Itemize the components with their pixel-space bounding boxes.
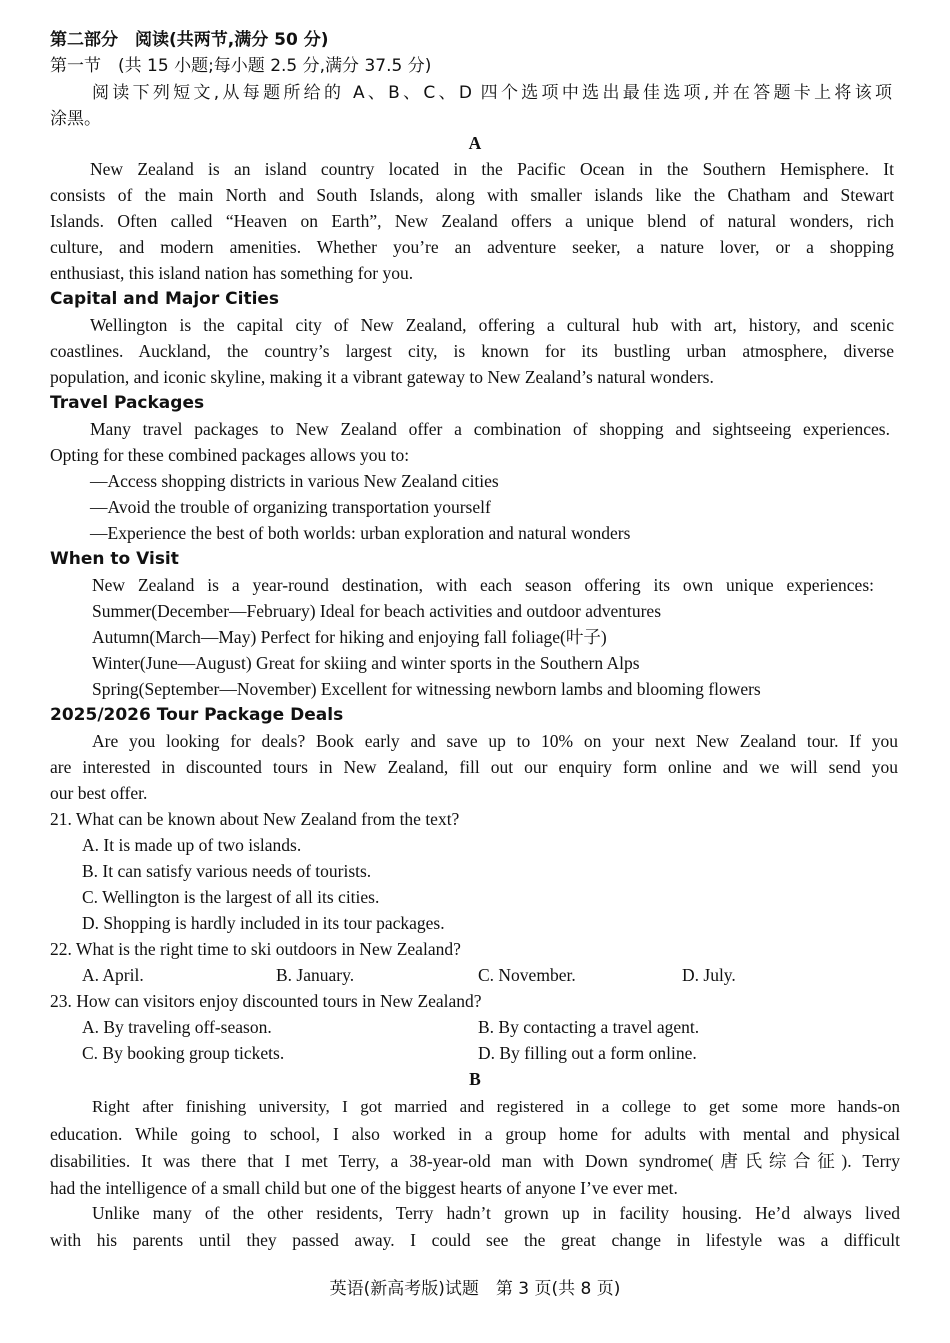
paragraph-line: Islands. Often called “Heaven on Earth”, New Zealand offers a unique blend of natural wonders, rich: [50, 211, 894, 231]
section-title: 第一节 (共 15 小题;每小题 2.5 分,满分 37.5 分): [50, 56, 432, 76]
question-stem: 23. How can visitors enjoy discounted tours in New Zealand?: [50, 991, 482, 1011]
answer-option: B. By contacting a travel agent.: [478, 1017, 700, 1037]
bullet-item: —Avoid the trouble of organizing transportation yourself: [90, 497, 491, 517]
answer-option: C. Wellington is the largest of all its cities.: [82, 887, 380, 907]
season-item: Summer(December—February) Ideal for beach activities and outdoor adventures: [92, 601, 662, 621]
page-footer: 英语(新高考版)试题 第 3 页(共 8 页): [329, 1279, 621, 1299]
paragraph-line: disabilities. It was there that I met Terry, a 38-year-old man with Down syndrome(唐氏综合征). Terry: [50, 1151, 900, 1171]
paragraph-line: New Zealand is an island country located in the Pacific Ocean in the Southern Hemisphere. It: [90, 159, 894, 179]
section-heading: Capital and Major Cities: [50, 289, 280, 309]
question-stem: 22. What is the right time to ski outdoors in New Zealand?: [50, 939, 461, 959]
paragraph-line: Right after finishing university, I got married and registered in a college to get some more hands-on: [92, 1097, 900, 1116]
answer-option: A. It is made up of two islands.: [82, 835, 302, 855]
paragraph-line: Many travel packages to New Zealand offer a combination of shopping and sightseeing experiences.: [90, 419, 890, 439]
paragraph-line: with his parents until they passed away. I could see the great change in lifestyle was a difficult: [50, 1230, 900, 1250]
answer-option: D. Shopping is hardly included in its tour packages.: [82, 913, 445, 933]
answer-option: C. November.: [478, 965, 576, 985]
answer-option: A. By traveling off-season.: [82, 1017, 272, 1037]
answer-option: C. By booking group tickets.: [82, 1043, 285, 1063]
answer-option: D. By filling out a form online.: [478, 1043, 697, 1063]
answer-option: D. July.: [682, 965, 736, 985]
paragraph-line: had the intelligence of a small child but one of the biggest hearts of anyone I’ve ever met.: [50, 1178, 678, 1198]
paragraph-line: are interested in discounted tours in New Zealand, fill out our enquiry form online and we will send you: [50, 757, 898, 777]
paragraph-line: education. While going to school, I also worked in a group home for adults with mental and physical: [50, 1124, 900, 1144]
paragraph-line: culture, and modern amenities. Whether you’re an adventure seeker, a nature lover, or a shopping: [50, 237, 894, 257]
part-title: 第二部分 阅读(共两节,满分 50 分): [50, 30, 329, 50]
passage-label: B: [469, 1069, 481, 1089]
paragraph-line: New Zealand is a year-round destination, with each season offering its own unique experiences:: [92, 575, 874, 595]
paragraph-line: Opting for these combined packages allows you to:: [50, 445, 410, 465]
paragraph-line: our best offer.: [50, 783, 148, 803]
paragraph-line: enthusiast, this island nation has something for you.: [50, 263, 414, 283]
paragraph-line: Unlike many of the other residents, Terry hadn’t grown up in facility housing. He’d always lived: [92, 1203, 900, 1223]
answer-option: B. January.: [276, 965, 355, 985]
season-item: Spring(September—November) Excellent for witnessing newborn lambs and blooming flowers: [92, 679, 761, 699]
instructions-line: 阅读下列短文,从每题所给的 A、B、C、D 四个选项中选出最佳选项,并在答题卡上将该项: [92, 83, 892, 103]
section-heading: Travel Packages: [50, 393, 205, 413]
question-stem: 21. What can be known about New Zealand from the text?: [50, 809, 460, 829]
instructions-line: 涂黑。: [50, 109, 101, 129]
answer-option: A. April.: [82, 965, 144, 985]
section-heading: 2025/2026 Tour Package Deals: [50, 705, 344, 725]
section-heading: When to Visit: [50, 549, 179, 569]
bullet-item: —Access shopping districts in various New Zealand cities: [90, 471, 499, 491]
passage-label: A: [468, 133, 482, 153]
paragraph-line: population, and iconic skyline, making it a vibrant gateway to New Zealand’s natural wonders.: [50, 367, 714, 387]
season-item: Winter(June—August) Great for skiing and winter sports in the Southern Alps: [92, 653, 640, 673]
paragraph-line: Wellington is the capital city of New Zealand, offering a cultural hub with art, history, and scenic: [90, 315, 894, 335]
paragraph-line: consists of the main North and South Islands, along with smaller islands like the Chatham and Stewart: [50, 185, 894, 205]
season-item: Autumn(March—May) Perfect for hiking and enjoying fall foliage(叶子): [92, 627, 607, 647]
paragraph-line: coastlines. Auckland, the country’s largest city, is known for its bustling urban atmosphere, diverse: [50, 341, 894, 361]
answer-option: B. It can satisfy various needs of tourists.: [82, 861, 372, 881]
bullet-item: —Experience the best of both worlds: urban exploration and natural wonders: [90, 523, 631, 543]
paragraph-line: Are you looking for deals? Book early and save up to 10% on your next New Zealand tour. If you: [92, 731, 898, 751]
